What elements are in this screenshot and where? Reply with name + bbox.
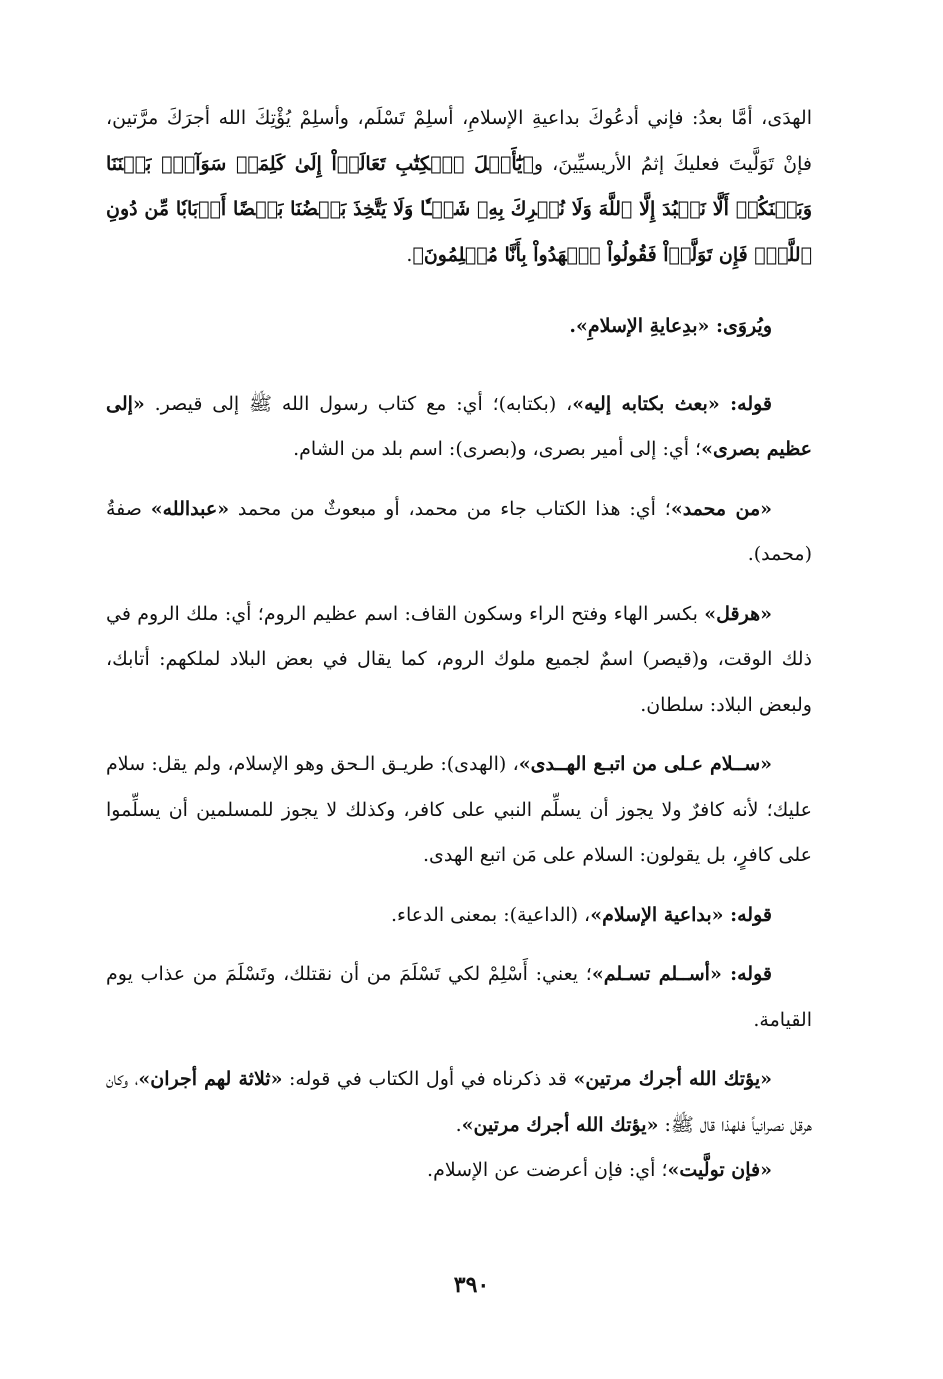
- comment-paragraph-8: [106, 1148, 812, 1194]
- explanation-text: ؛ أي: إلى أمير بصرى، و(بصرى): اسم بلد من الشام.: [293, 438, 702, 460]
- punctuation: .: [455, 1113, 462, 1136]
- quoted-phrase: «ثلاثة لهم أجران»: [138, 1068, 283, 1090]
- letter-text: الهدَى، أمَّا بعدُ: فإني أدعُوكَ بداعيةِ الإسلامِ، أسلِمْ تَسْلَم، وأسلِمْ يُؤْتِكَ الله أجرَكَ مرَّتين، فإنْ تَوَلَّيتَ فعليكَ إثمُ الأريسيِّينَ، و: [106, 107, 812, 175]
- explanation-text: ، وكان هرقل نصرانياً فلهذا قال ﷺ:: [106, 1068, 812, 1136]
- quoted-phrase: «هرقل»: [704, 602, 772, 625]
- comment-paragraph-2: [106, 487, 812, 578]
- explanation-text: ؛ يعني: أَسْلِمْ لكي تَسْلَمَ من أن نقتلك، وتَسْلَمَ من عذاب يوم القيامة.: [106, 963, 812, 1031]
- explanation-text: ، (الهدى): طريـق الـحق وهو الإسلام، ولم يقل: سلام عليك؛ لأنه كافرٌ ولا يجوز أن يسلِّم النبي على كافر، وكذلك لا يجوز للمسلمين أن يسلِّموا على كافرٍ، بل يقولون: السلام على مَن اتبع الهدى.: [106, 753, 812, 866]
- comment-paragraph-1: [106, 382, 812, 473]
- page-number: ٣٩٠: [453, 1272, 490, 1298]
- comment-paragraph-6: [106, 952, 812, 1043]
- explanation-text: ؛ أي: هذا الكتاب جاء من محمد، أو مبعوثٌ من محمد: [229, 497, 671, 520]
- explanation-text: قد ذكرناه في أول الكتاب في قوله:: [282, 1068, 574, 1090]
- quoted-phrase: «من محمد»: [670, 497, 772, 520]
- punctuation: .: [406, 243, 413, 266]
- comment-paragraph-4: [106, 742, 812, 879]
- quoted-phrase: «عبدالله»: [150, 497, 230, 520]
- explanation-text: ، (بكتابه)؛ أي: مع كتاب رسول الله ﷺ إلى قيصر.: [144, 392, 573, 415]
- quoted-phrase: قوله: «بداعية الإسلام»: [590, 903, 772, 926]
- quoted-phrase: قوله: «بعث بكتابه إليه»: [572, 392, 773, 415]
- variant-text: ويُروَى: «بدِعايةِ الإسلامِ».: [569, 315, 772, 337]
- quoted-phrase: «إلى عظيم بصرى»: [106, 392, 812, 460]
- quoted-phrase: «ســلام عـلى من اتبـع الهــدى»: [518, 753, 772, 775]
- quran-verse: ﴿يَٰٓأَهۡلَ ٱلۡكِتَٰبِ تَعَالَوۡاْ إِلَىٰ كَلِمَةٖ سَوَآءِۭ بَيۡنَنَا وَبَيۡنَكُمۡ أَلَّا نَعۡبُدَ إِلَّا ٱللَّهَ وَلَا نُشۡرِكَ بِهِۦ شَيۡـٔٗا وَلَا يَتَّخِذَ بَعۡضُنَا بَعۡضًا أَرۡبَابٗا مِّن دُونِ ٱللَّهِۚ فَإِن تَوَلَّوۡاْ فَقُولُواْ ٱشۡهَدُواْ بِأَنَّا مُسۡلِمُونَ﴾: [106, 152, 812, 266]
- quoted-phrase: «يؤتك الله أجرك مرتين»: [461, 1113, 659, 1136]
- comment-paragraph-7: [106, 1057, 812, 1148]
- explanation-text: صفةُ (محمد).: [106, 497, 812, 565]
- variant-paragraph: [106, 304, 812, 350]
- comment-paragraph-5: [106, 893, 812, 939]
- letter-text-paragraph: [106, 96, 812, 278]
- quoted-phrase: «فإن تولَّيت»: [667, 1159, 772, 1181]
- comment-paragraph-3: [106, 592, 812, 729]
- explanation-text: ، (الداعية): بمعنى الدعاء.: [390, 903, 591, 926]
- quoted-phrase: قوله: «أســلم تسـلم»: [591, 963, 772, 985]
- explanation-text: بكسر الهاء وفتح الراء وسكون القاف: اسم عظيم الروم؛ أي: ملك الروم في ذلك الوقت، و(قيصر) اسمٌ لجميع ملوك الروم، كما يقال في بعض البلاد لملكهم: أتابك، ولبعض البلاد: سلطان.: [106, 602, 812, 716]
- explanation-text: ؛ أي: فإن أعرضت عن الإسلام.: [427, 1159, 668, 1181]
- page-body: [106, 96, 812, 1194]
- quoted-phrase: «يؤتك الله أجرك مرتين»: [573, 1068, 772, 1090]
